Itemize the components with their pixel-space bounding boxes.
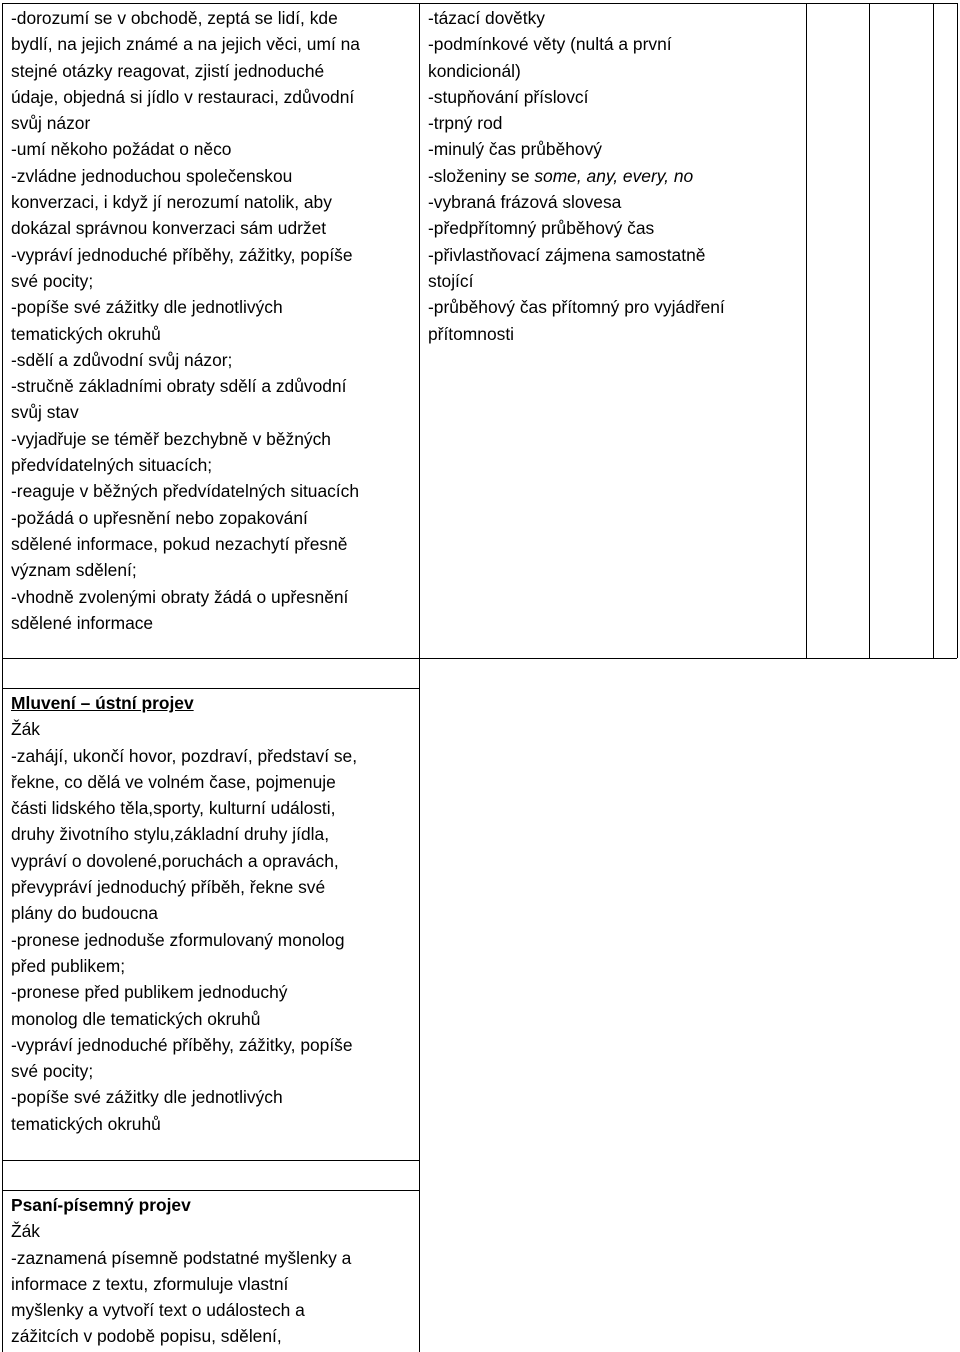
grammar-item: stojící — [428, 270, 474, 291]
text-line: -stručně základními obraty sdělí a zdůvodní — [11, 376, 347, 397]
table-left-border — [2, 3, 3, 1352]
text-line: stejné otázky reagovat, zjistí jednoduché — [11, 60, 325, 81]
text-line: -dorozumí se v obchodě, zeptá se lidí, kde — [11, 8, 338, 28]
row2-speaking-section — [11, 690, 357, 1137]
table-right-border — [957, 3, 958, 658]
col2-divider — [806, 3, 807, 658]
section-heading-text: Mluvení – ústní projev — [11, 693, 194, 713]
text-line: části lidského těla,sporty, kulturní události, — [11, 798, 336, 819]
grammar-item: -vybraná frázová slovesa — [428, 192, 622, 213]
text-line: -pronese před publikem jednoduchý — [11, 982, 288, 1003]
text-line: -vhodně zvolenými obraty žádá o upřesnění — [11, 586, 349, 607]
text-line: -popíše své zážitky dle jednotlivých — [11, 1087, 283, 1108]
grammar-item: -podmínkové věty (nultá a první — [428, 34, 672, 55]
text-line: význam sdělení; — [11, 560, 137, 581]
section-subject: Žák — [11, 719, 40, 740]
text-line: sdělené informace, pokud nezachytí přesně — [11, 533, 348, 554]
section-heading — [11, 690, 357, 716]
text-line: druhy životního stylu,základní druhy jídla, — [11, 824, 330, 845]
row1-col2-grammar-list — [428, 5, 725, 347]
grammar-item: -minulý čas průběhový — [428, 139, 602, 160]
table-top-border — [2, 3, 957, 4]
grammar-item: -trpný rod — [428, 113, 503, 134]
grammar-item-prefix: -složeniny se — [428, 165, 535, 186]
grammar-item: -předpřítomný průběhový čas — [428, 218, 655, 239]
text-line: převypráví jednoduchý příběh, řekne své — [11, 877, 326, 898]
text-line: -zaznamená písemně podstatné myšlenky a — [11, 1247, 352, 1268]
text-line: své pocity; — [11, 270, 94, 291]
col3-divider — [869, 3, 870, 658]
text-line: tematických okruhů — [11, 1113, 161, 1134]
text-line: informace z textu, zformuluje vlastní — [11, 1273, 289, 1294]
text-line: tematických okruhů — [11, 323, 161, 344]
text-line: monolog dle tematických okruhů — [11, 1008, 261, 1029]
text-line: -vypráví jednoduché příběhy, zážitky, popíše — [11, 1034, 353, 1055]
row3-top-border — [2, 1190, 419, 1191]
row2-top-border — [2, 688, 419, 689]
text-line: -umí někoho požádat o něco — [11, 139, 232, 160]
text-line: -reaguje v běžných předvídatelných situacích — [11, 481, 360, 502]
col4-divider — [933, 3, 934, 658]
text-line: -pronese jednoduše zformulovaný monolog — [11, 929, 345, 950]
text-line: -vypráví jednoduché příběhy, zážitky, popíše — [11, 244, 353, 265]
text-line: konverzaci, i když jí nerozumí natolik, aby — [11, 192, 332, 213]
grammar-item: přítomnosti — [428, 323, 515, 344]
grammar-item: -průběhový čas přítomný pro vyjádření — [428, 297, 725, 318]
text-line: -zahájí, ukončí hovor, pozdraví, představí se, — [11, 745, 358, 766]
text-line: svůj stav — [11, 402, 79, 423]
text-line: sdělené informace — [11, 612, 154, 633]
text-line: dokázal správnou konverzaci sám udržet — [11, 218, 327, 239]
text-line: před publikem; — [11, 955, 126, 976]
text-line: svůj názor — [11, 113, 91, 134]
row2-bottom-border — [2, 1160, 419, 1161]
row1-bottom-border — [2, 658, 957, 659]
grammar-item: kondicionál) — [428, 60, 521, 81]
text-line: vypráví o dovolené,poruchách a opravách, — [11, 850, 339, 871]
text-line: myšlenky a vytvoří text o událostech a — [11, 1300, 305, 1321]
text-line: údaje, objedná si jídlo v restauraci, zdůvodní — [11, 86, 355, 107]
grammar-item-italic: some, any, every, no — [534, 165, 694, 186]
text-line: -požádá o upřesnění nebo zopakování — [11, 507, 308, 528]
row1-col1-text — [11, 5, 360, 636]
grammar-item: -tázací dovětky — [428, 8, 545, 28]
text-line: -zvládne jednoduchou společenskou — [11, 165, 293, 186]
grammar-item: -stupňování příslovcí — [428, 86, 589, 107]
grammar-item — [428, 163, 725, 189]
section-subject: Žák — [11, 1221, 40, 1242]
text-line: bydlí, na jejich známé a na jejich věci, umí na — [11, 34, 360, 55]
text-line: zážitcích v podobě popisu, sdělení, — [11, 1326, 282, 1347]
text-line: -popíše své zážitky dle jednotlivých — [11, 297, 283, 318]
section-heading: Psaní-písemný projev — [11, 1195, 191, 1215]
row3-writing-section — [11, 1192, 351, 1350]
text-line: -sdělí a zdůvodní svůj názor; — [11, 349, 233, 370]
text-line: plány do budoucna — [11, 903, 158, 924]
text-line: -vyjadřuje se téměř bezchybně v běžných — [11, 428, 331, 449]
col1-divider — [419, 3, 420, 1352]
text-line: řekne, co dělá ve volném čase, pojmenuje — [11, 771, 336, 792]
grammar-item: -přivlastňovací zájmena samostatně — [428, 244, 706, 265]
text-line: předvídatelných situacích; — [11, 455, 213, 476]
text-line: své pocity; — [11, 1061, 94, 1082]
